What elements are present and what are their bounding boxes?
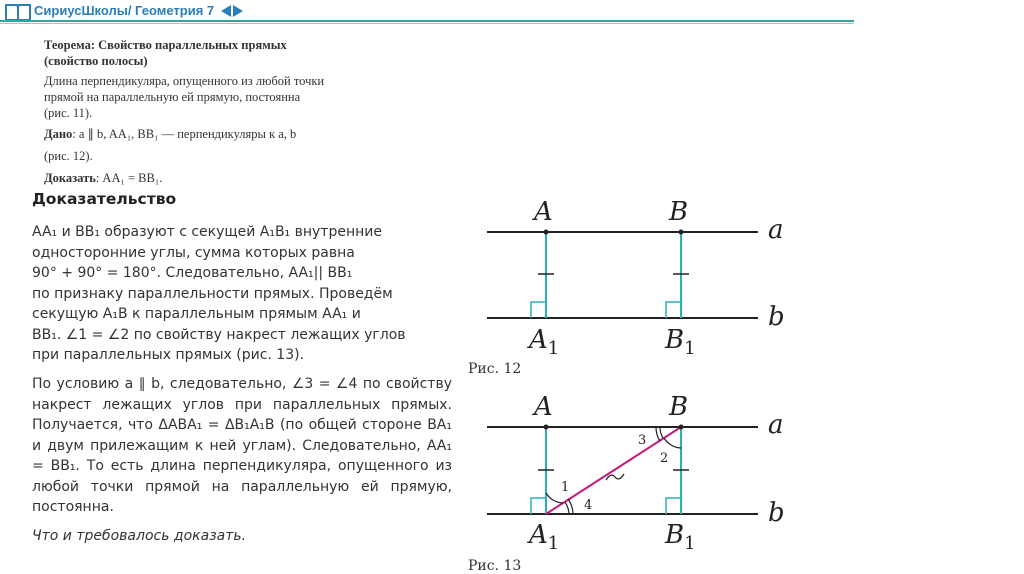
header-rule: [0, 20, 854, 22]
fig13-angle3-arc-2: [656, 427, 660, 441]
nav-arrows-icon[interactable]: [220, 4, 244, 18]
fig13-angle-label-2: 2: [660, 451, 669, 466]
fig13-point-A-dot: [544, 425, 549, 430]
fig13-angle2-arc: [664, 438, 681, 448]
proof-paragraph-2: По условию a ∥ b, следовательно, ∠3 = ∠4 по свойству накрест лежащих углов при параллельных прямых. Получается, что ΔABA₁ = ΔB₁A₁B (по общей стороне BA₁ и двум прилежащим к ней углам). Следовательно, AA₁ = BB₁. То есть длина перпендикуляра, опущенного из любой точки прямой на параллельную ей прямую, постоянна.: [32, 376, 452, 515]
figures: [450, 180, 850, 574]
fig12-label-A1: $A_1$: [529, 325, 560, 359]
prove-text: : AA₁ = BB₁.: [95, 171, 163, 185]
proof-line: односторонние углы, сумма которых равна: [32, 244, 355, 261]
fig12-right-angle-B1: [666, 302, 681, 318]
fig12-label-a: a: [768, 215, 784, 245]
proof-line: при параллельных прямых (рис. 13).: [32, 347, 305, 363]
fig12-caption: Рис. 12: [468, 361, 522, 377]
theorem-given: [44, 126, 296, 142]
theorem-given-ref: (рис. 12).: [44, 149, 93, 163]
fig12-label-B1: $B_1$: [665, 325, 696, 359]
proof-conclusion: Что и требовалось доказать.: [32, 528, 247, 544]
proof-line: 90° + 90° = 180°. Следовательно, AA₁|| BB₁: [32, 265, 353, 281]
fig12-point-A-dot: [544, 230, 549, 235]
fig13-point-B-dot: [679, 425, 684, 430]
fig13-right-angle-A1: [531, 498, 546, 514]
theorem-prove: [44, 170, 162, 186]
fig12-label-b: b: [768, 302, 785, 332]
theorem-title-line2: (свойство полосы): [44, 54, 148, 68]
theorem-statement-line2: прямой на параллельную ей прямую, постоянна: [44, 90, 301, 104]
fig12-right-angle-A1: [531, 302, 546, 318]
proof-line: секущую A₁B к параллельным прямым AA₁ и: [32, 306, 361, 322]
fig13-angle-label-1: 1: [561, 480, 570, 495]
fig13-caption: Рис. 13: [468, 558, 522, 574]
fig13-label-b: b: [768, 498, 785, 528]
fig12-label-B: B: [669, 197, 689, 227]
fig13-secant-A1B: [546, 427, 681, 514]
figure-12: [468, 197, 785, 377]
fig13-label-a: a: [768, 410, 784, 440]
fig13-angle-label-4: 4: [584, 498, 593, 513]
fig13-angle3-arc: [660, 427, 663, 438]
figure-13: [468, 392, 785, 574]
proof-line: по признаку параллельности прямых. Проведём: [32, 285, 393, 302]
fig13-angle4-arc: [565, 502, 569, 514]
given-label: Дано: [44, 127, 73, 141]
proof-line: AA₁ и BB₁ образуют с секущей A₁B₁ внутренние: [32, 224, 382, 240]
prove-label: Доказать: [44, 171, 96, 185]
fig12-point-B-dot: [679, 230, 684, 235]
header-title: СириусШколы/ Геометрия 7: [34, 3, 215, 18]
fig13-right-angle-B1: [666, 498, 681, 514]
book-icon: [4, 2, 32, 22]
fig12-label-A: A: [534, 197, 553, 227]
proof-heading: Доказательство: [32, 190, 177, 208]
fig13-label-B1: $B_1$: [665, 520, 696, 554]
fig13-secant-equal-mark: [606, 474, 624, 480]
given-text: : a ∥ b, AA₁, BB₁ — перпендикуляры к a, b: [72, 127, 297, 141]
proof-paragraph-1: [32, 222, 452, 366]
header-rule-thin: [0, 23, 854, 24]
proof-line: BB₁. ∠1 = ∠2 по свойству накрест лежащих углов: [32, 326, 406, 343]
fig13-angle-label-3: 3: [638, 433, 647, 448]
theorem-title-line1: Теорема: Свойство параллельных прямых: [44, 38, 287, 52]
fig13-label-A1: $A_1$: [529, 520, 560, 554]
fig13-label-A: A: [534, 392, 553, 422]
theorem-statement-line3: (рис. 11).: [44, 106, 93, 120]
theorem-statement-line1: Длина перпендикуляра, опущенного из любой точки: [44, 74, 325, 88]
fig13-label-B: B: [669, 392, 689, 422]
